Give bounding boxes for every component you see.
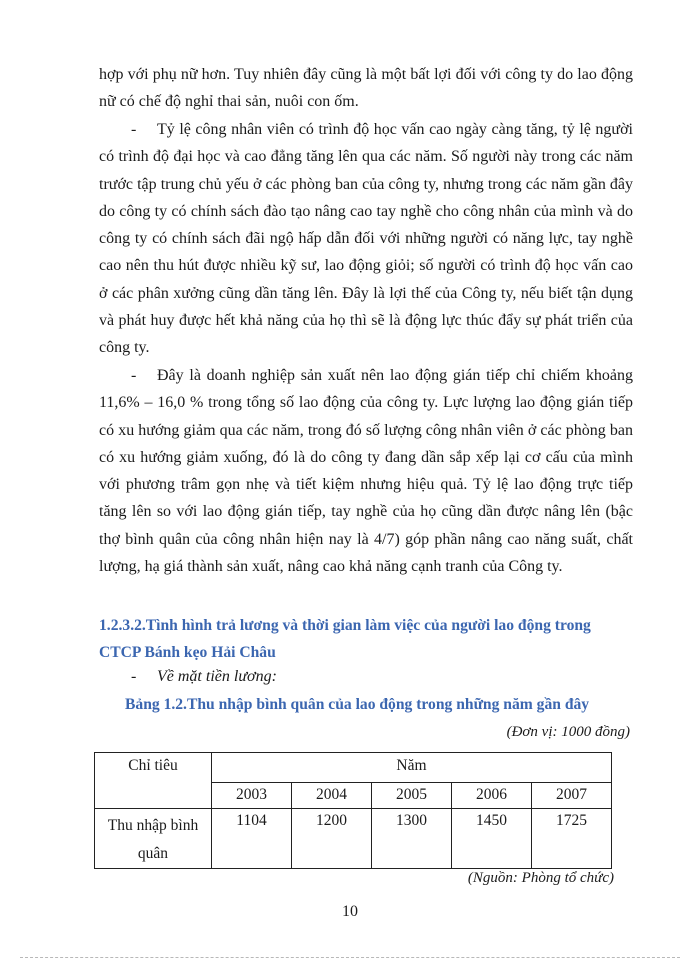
year-cell: 2003 xyxy=(212,783,292,809)
sub-item xyxy=(131,668,277,686)
source-note: (Nguồn: Phòng tổ chức) xyxy=(467,870,614,886)
year-cell: 2006 xyxy=(452,783,532,809)
page-bottom-divider xyxy=(20,957,680,958)
paragraph-3 xyxy=(99,362,633,580)
year-group-header: Năm xyxy=(212,753,612,783)
value-cell: 1104 xyxy=(212,809,292,869)
year-cell: 2005 xyxy=(372,783,452,809)
page-number: 10 xyxy=(342,903,358,920)
col-label-header: Chỉ tiêu xyxy=(95,753,212,809)
year-cell: 2007 xyxy=(532,783,612,809)
section-heading-line-1: 1.2.3.2.Tình hình trả lương và thời gian làm việc của người lao động trong xyxy=(99,617,591,634)
table-title: Bảng 1.2.Thu nhập bình quân của lao động trong những năm gần đây xyxy=(125,696,590,713)
value-cell: 1300 xyxy=(372,809,452,869)
paragraph-2-text: Tỷ lệ công nhân viên có trình độ học vấn cao ngày càng tăng, tỷ lệ người có trình độ đại học và cao đẳng tăng lên qua các năm. Số người này trong các năm trước tập trung chủ yếu ở các phòng ban của công ty, nhưng trong các năm gần đây do công ty có chính sách đào tạo nâng cao tay nghề cho công nhân của mình và do công ty có chính sách đãi ngộ hấp dẫn đối với những người có năng lực, tay nghề cao nên thu hút được nhiều kỹ sư, lao động giỏi; số người có trình độ học vấn cao ở các phân xưởng cũng dần tăng lên. Đây là lợi thế của Công ty, nếu biết tận dụng và phát huy được hết khả năng của họ thì sẽ là động lực thúc đẩy sự phát triển của công ty. xyxy=(99,121,633,357)
value-cell: 1725 xyxy=(532,809,612,869)
income-table xyxy=(94,752,612,869)
bullet-dash: - xyxy=(131,121,137,138)
unit-note: (Đơn vị: 1000 đồng) xyxy=(506,724,630,740)
paragraph-3-text: Đây là doanh nghiệp sản xuất nên lao động gián tiếp chỉ chiếm khoảng 11,6% – 16,0 % trong tổng số lao động của công ty. Lực lượng lao động gián tiếp có xu hướng giảm qua các năm, trong đó số lượng công nhân viên ở các phòng ban có xu hướng giảm xuống, đó là do công ty đang dần sắp xếp lại cơ cấu của mình với phương trâm gọn nhẹ và tiết kiệm nhưng hiệu quả. Tỷ lệ lao động trực tiếp tăng lên so với lao động gián tiếp, tay nghề của họ cũng dần được nâng lên (bậc thợ bình quân của công nhân hiện nay là 4/7) góp phần nâng cao năng suất, chất lượng, hạ giá thành sản xuất, nâng cao khả năng cạnh tranh của Công ty. xyxy=(99,367,633,576)
section-heading-line-2: CTCP Bánh kẹo Hải Châu xyxy=(99,644,276,661)
bullet-dash: - xyxy=(131,367,137,384)
paragraph-2 xyxy=(99,116,633,362)
sub-item-text: Về mặt tiền lương: xyxy=(157,668,277,685)
table-header-row xyxy=(95,753,612,783)
paragraph-1: hợp với phụ nữ hơn. Tuy nhiên đây cũng là một bất lợi đối với công ty do lao động nữ có chế độ nghỉ thai sản, nuôi con ốm. xyxy=(99,66,633,111)
row-label-line-2: quân xyxy=(137,845,169,862)
row-label-line-1: Thu nhập bình xyxy=(107,817,199,834)
year-cell: 2004 xyxy=(292,783,372,809)
value-cell: 1200 xyxy=(292,809,372,869)
bullet-dash: - xyxy=(131,668,137,685)
value-cell: 1450 xyxy=(452,809,532,869)
row-label xyxy=(95,809,212,869)
table-row xyxy=(95,809,612,869)
